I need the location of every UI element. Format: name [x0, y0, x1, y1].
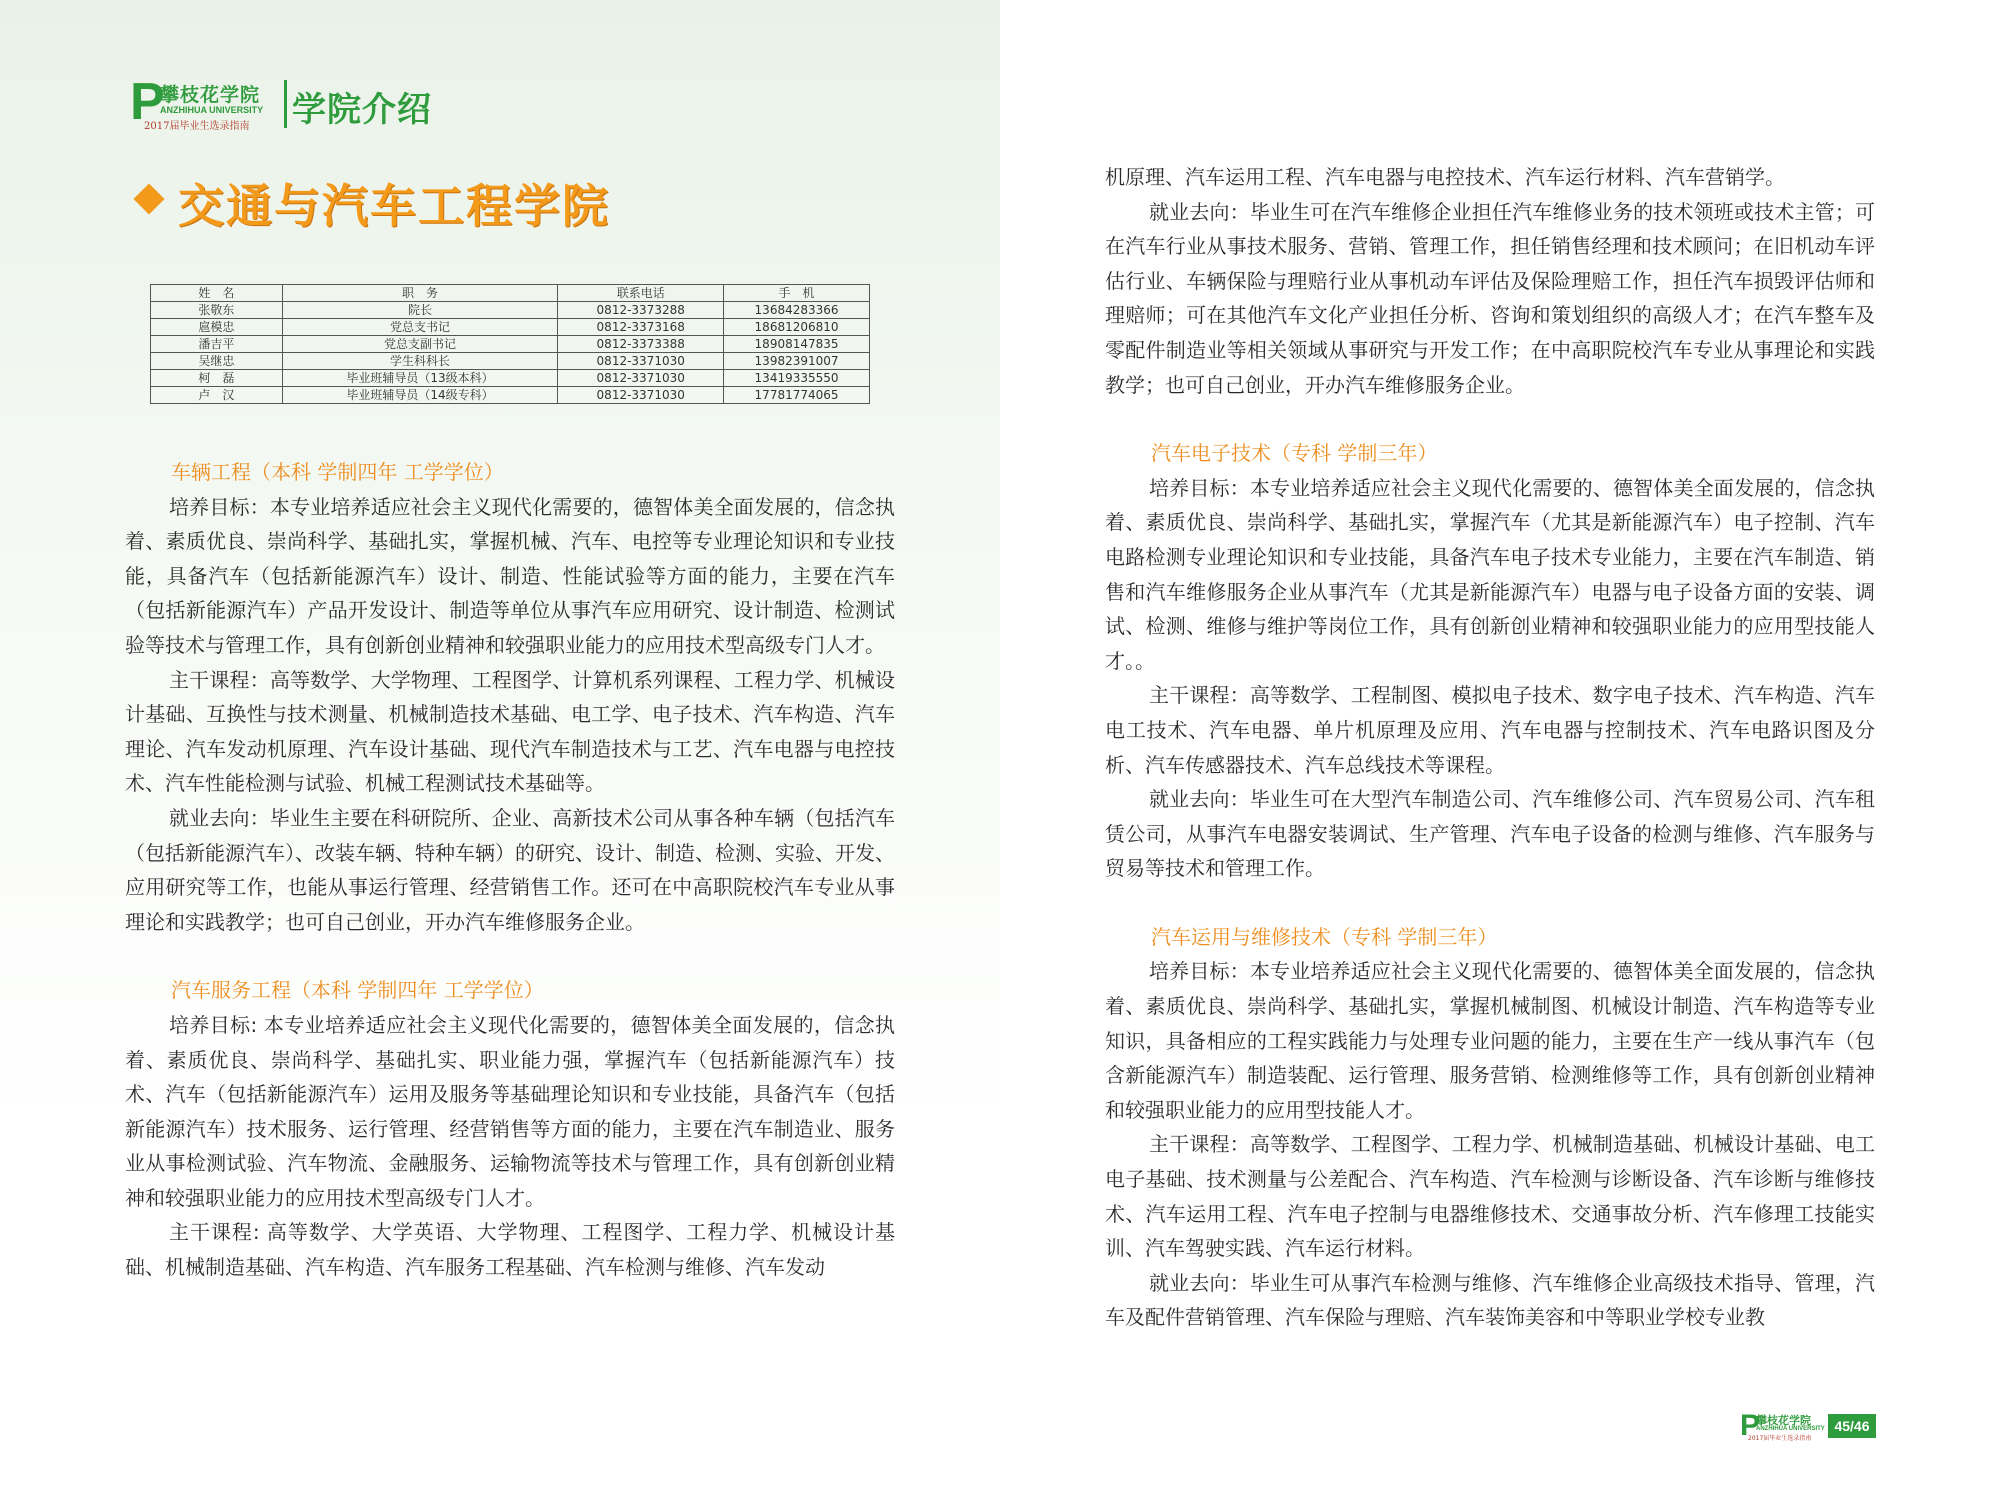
vehicle-main-courses: 主干课程：高等数学、大学物理、工程图学、计算机系列课程、工程力学、机械设计基础、互换性与技术测量、机械制造技术基础、电工学、电子技术、汽车构造、汽车理论、汽车发动机原理、汽车设计基础、现代汽车制造技术与工艺、汽车电器与电控技术、汽车性能检测与试验、机械工程测试技术基础等。: [125, 667, 895, 796]
table-row: [151, 370, 870, 387]
footer-logo-subtitle: 2017届毕业生选录指南: [1748, 1435, 1812, 1442]
table-header-row: [151, 285, 870, 302]
electronics-main-courses: 主干课程：高等数学、工程制图、模拟电子技术、数字电子技术、汽车构造、汽车电工技术、汽车电器、单片机原理及应用、汽车电器与控制技术、汽车电路识图及分析、汽车传感器技术、汽车总线技术等课程。: [1105, 683, 1875, 777]
cell-mobile: 18908147835: [724, 336, 870, 353]
major-heading-vehicle-engineering: 车辆工程（本科 学制四年 工学学位）: [171, 460, 504, 484]
cell-name: 张敬东: [151, 302, 283, 319]
logo-p-letter: P: [130, 73, 165, 131]
electronics-training-goal: 培养目标：本专业培养适应社会主义现代化需要的、德智体美全面发展的，信念执着、素质优良、崇尚科学、基础扎实，掌握汽车（尤其是新能源汽车）电子控制、汽车电路检测专业理论知识和专业技能，具备汽车电子技术专业能力，主要在汽车制造、销售和汽车维修服务企业从事汽车（尤其是新能源汽车）电器与电子设备方面的安装、调试、检测、维修与维护等岗位工作，具有创新创业精神和较强职业能力的应用型技能人才。。: [1105, 475, 1875, 673]
contact-table: [150, 284, 870, 404]
cell-name: 扈模忠: [151, 319, 283, 336]
service-training-goal: 培养目标: 本专业培养适应社会主义现代化需要的，德智体美全面发展的，信念执着、素质优良、崇尚科学、基础扎实、职业能力强，掌握汽车（包括新能源汽车）技术、汽车（包括新能源汽车）运用及服务等基础理论知识和专业技能，具备汽车（包括新能源汽车）技术服务、运行管理、经营销售等方面的能力，主要在汽车制造业、服务业从事检测试验、汽车物流、金融服务、运输物流等技术与管理工作，具有创新创业精神和较强职业能力的应用技术型高级专门人才。: [125, 1012, 895, 1210]
cell-name: 吴继忠: [151, 353, 283, 370]
cell-mobile: 13684283366: [724, 302, 870, 319]
major-heading-automotive-electronics: 汽车电子技术（专科 学制三年）: [1151, 441, 1438, 466]
cell-mobile: 13982391007: [724, 353, 870, 370]
maintenance-career: 就业去向：毕业生可从事汽车检测与维修、汽车维修企业高级技术指导、管理，汽车及配件营销管理、汽车保险与理赔、汽车装饰美容和中等职业学校专业教: [1105, 1270, 1875, 1330]
cell-position: 毕业班辅导员（14级专科）: [282, 387, 558, 404]
logo-subtitle: 2017届毕业生选录指南: [144, 121, 250, 132]
table-row: [151, 336, 870, 353]
major-heading-automotive-service: 汽车服务工程（本科 学制四年 工学学位）: [171, 978, 544, 1003]
maintenance-main-courses: 主干课程：高等数学、工程图学、工程力学、机械制造基础、机械设计基础、电工电子基础、技术测量与公差配合、汽车构造、汽车检测与诊断设备、汽车诊断与维修技术、汽车运用工程、汽车电子控制与电器维修技术、交通事故分析、汽车修理工技能实训、汽车驾驶实践、汽车运行材料。: [1105, 1132, 1875, 1261]
logo-chinese-name: 攀枝花学院: [160, 84, 261, 106]
service-main-courses: 主干课程: 高等数学、大学英语、大学物理、工程图学、工程力学、机械设计基础、机械制造基础、汽车构造、汽车服务工程基础、汽车检测与维修、汽车发动: [125, 1220, 895, 1280]
cell-name: 卢 汉: [151, 387, 283, 404]
cell-phone: 0812-3371030: [558, 387, 724, 404]
cell-position: 学生科科长: [282, 353, 558, 370]
cell-phone: 0812-3373288: [558, 302, 724, 319]
cell-position: 党总支书记: [282, 319, 558, 336]
cell-phone: 0812-3371030: [558, 353, 724, 370]
table-header-name: 姓 名: [151, 285, 283, 302]
university-logo: [130, 73, 280, 132]
table-header-mobile: 手 机: [724, 285, 870, 302]
cell-mobile: 18681206810: [724, 319, 870, 336]
service-career: 就业去向：毕业生可在汽车维修企业担任汽车维修业务的技术领班或技术主管；可在汽车行业从事技术服务、营销、管理工作，担任销售经理和技术顾问；在旧机动车评估行业、车辆保险与理赔行业从事机动车评估及保险理赔工作，担任汽车损毁评估师和理赔师；可在其他汽车文化产业担任分析、咨询和策划组织的高级人才；在汽车整车及零配件制造业等相关领域从事研究与开发工作；在中高职院校汽车专业从事理论和实践教学；也可自己创业，开办汽车维修服务企业。: [1105, 199, 1875, 397]
cell-name: 柯 磊: [151, 370, 283, 387]
electronics-career: 就业去向：毕业生可在大型汽车制造公司、汽车维修公司、汽车贸易公司、汽车租赁公司，从事汽车电器安装调试、生产管理、汽车电子设备的检测与维修、汽车服务与贸易等技术和管理工作。: [1105, 787, 1875, 881]
maintenance-training-goal: 培养目标：本专业培养适应社会主义现代化需要的、德智体美全面发展的，信念执着、素质优良、崇尚科学、基础扎实，掌握机械制图、机械设计制造、汽车构造等专业知识，具备相应的工程实践能力与处理专业问题的能力，主要在生产一线从事汽车（包含新能源汽车）制造装配、运行管理、服务营销、检测维修等工作，具有创新创业精神和较强职业能力的应用型技能人才。: [1105, 959, 1875, 1122]
cell-position: 党总支副书记: [282, 336, 558, 353]
vehicle-career: 就业去向：毕业生主要在科研院所、企业、高新技术公司从事各种车辆（包括汽车（包括新能源汽车）、改装车辆、特种车辆）的研究、设计、制造、检测、实验、开发、应用研究等工作，也能从事运行管理、经营销售工作。还可在中高职院校汽车专业从事理论和实践教学；也可自己创业，开办汽车维修服务企业。: [125, 805, 895, 934]
table-row: [151, 319, 870, 336]
section-title: 学院介绍: [292, 90, 432, 130]
footer-logo-p-letter: P: [1740, 1409, 1761, 1442]
cell-phone: 0812-3373388: [558, 336, 724, 353]
logo-english-name: ANZHIHUA UNIVERSITY: [160, 105, 264, 115]
footer-logo: [1740, 1409, 1830, 1442]
cell-name: 潘吉平: [151, 336, 283, 353]
service-courses-continued: 机原理、汽车运用工程、汽车电器与电控技术、汽车运行材料、汽车营销学。: [1105, 165, 1785, 189]
cell-phone: 0812-3371030: [558, 370, 724, 387]
header-divider: [284, 80, 287, 128]
table-row: [151, 353, 870, 370]
table-header-position: 职 务: [282, 285, 558, 302]
cell-position: 院长: [282, 302, 558, 319]
cell-mobile: 13419335550: [724, 370, 870, 387]
cell-phone: 0812-3373168: [558, 319, 724, 336]
footer-logo-english-name: ANZHIHUA UNIVERSITY: [1756, 1426, 1825, 1432]
college-title: 交通与汽车工程学院: [178, 179, 610, 233]
cell-mobile: 17781774065: [724, 387, 870, 404]
table-header-phone: 联系电话: [558, 285, 724, 302]
table-row: [151, 387, 870, 404]
right-text-column: [1105, 160, 1875, 1335]
major-heading-automotive-maintenance: 汽车运用与维修技术（专科 学制三年）: [1151, 924, 1498, 949]
cell-position: 毕业班辅导员（13级本科）: [282, 370, 558, 387]
page-number: 45/46: [1828, 1414, 1876, 1438]
table-row: [151, 302, 870, 319]
vehicle-training-goal: 培养目标：本专业培养适应社会主义现代化需要的，德智体美全面发展的，信念执着、素质优良、崇尚科学、基础扎实，掌握机械、汽车、电控等专业理论知识和专业技能，具备汽车（包括新能源汽车）设计、制造、性能试验等方面的能力，主要在汽车（包括新能源汽车）产品开发设计、制造等单位从事汽车应用研究、设计制造、检测试验等技术与管理工作，具有创新创业精神和较强职业能力的应用技术型高级专门人才。: [125, 494, 895, 657]
left-text-column: [125, 455, 895, 1285]
footer-logo-chinese-name: 攀枝花学院: [1756, 1414, 1811, 1427]
